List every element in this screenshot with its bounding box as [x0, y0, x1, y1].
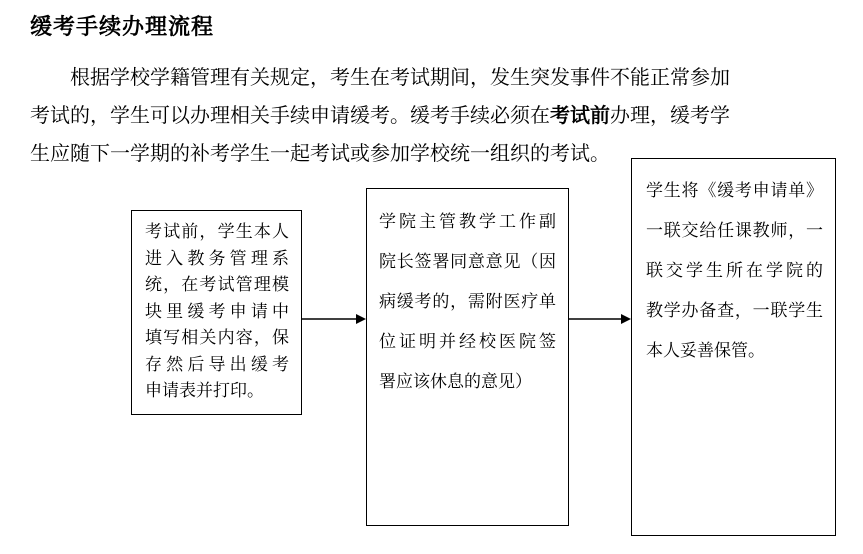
flow-step-2-line: 院长签署同意意见（因: [379, 252, 556, 272]
flow-step-3-line: 联交学生所在学院的: [646, 261, 823, 281]
flow-step-2-line: 病缓考的，需附医疗单: [379, 292, 556, 312]
arrow-right-icon: [302, 312, 368, 326]
intro-line-1: 根据学校学籍管理有关规定，考生在考试期间，发生突发事件不能正常参加: [70, 65, 730, 89]
intro-paragraph: [30, 58, 830, 172]
flow-step-2-line: 学院主管教学工作副: [379, 212, 556, 232]
flow-step-1-line: 统，在考试管理模: [145, 275, 289, 295]
flow-step-1-line: 存然后导出缓考: [145, 354, 289, 375]
flow-step-3-line: 学生将《缓考申请单》: [646, 181, 823, 201]
intro-line-2: [30, 96, 830, 134]
flow-step-3-box: [631, 158, 836, 536]
intro-line-3: 生应随下一学期的补考学生一起考试或参加学校统一组织的考试。: [30, 141, 610, 165]
flow-step-3-line: 本人妥善保管。: [646, 341, 765, 361]
flow-step-1-line: 块里缓考申请中: [145, 301, 289, 322]
flow-step-3-line: 一联交给任课教师，一: [646, 221, 823, 241]
intro-emphasis: 考试前: [550, 103, 610, 127]
intro-line-2-end: 办理，缓考学: [610, 103, 730, 127]
intro-line-2-start: 考试的，学生可以办理相关手续申请缓考。缓考手续必须在: [30, 103, 550, 127]
flow-step-2-box: [366, 188, 569, 526]
flow-step-1-box: [131, 210, 302, 415]
flow-step-1-line: 考试前，学生本人: [145, 222, 289, 242]
flow-step-1-line: 申请表并打印。: [145, 381, 264, 401]
flow-step-2-line: 位证明并经校医院签: [379, 332, 556, 352]
flow-step-2-line: 署应该休息的意见）: [379, 372, 532, 392]
arrow-right-icon: [569, 312, 633, 326]
flow-step-3-line: 教学办备查，一联学生: [646, 301, 823, 321]
flow-step-1-line: 进入教务管理系: [145, 248, 289, 269]
flow-step-1-line: 填写相关内容，保: [145, 328, 289, 348]
document-title: 缓考手续办理流程: [30, 14, 215, 40]
